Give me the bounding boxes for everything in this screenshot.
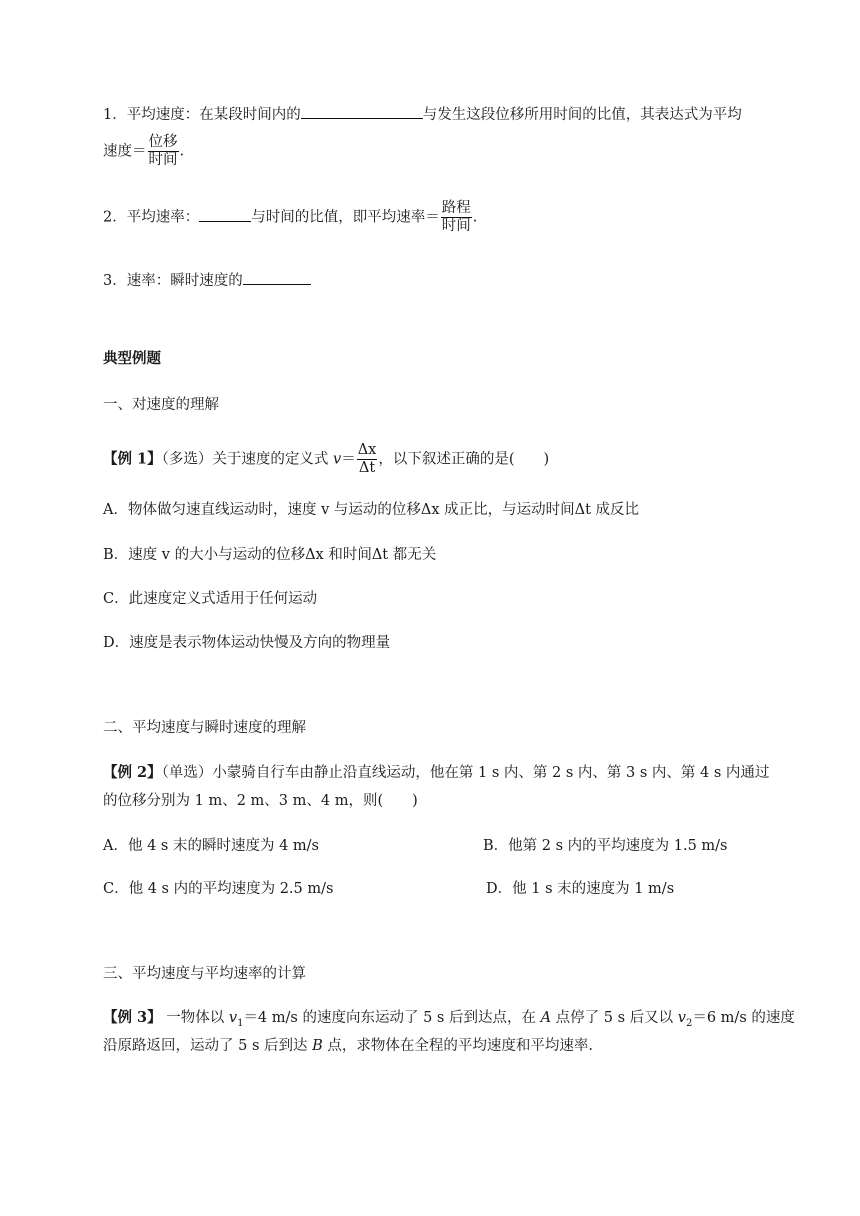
point-b-symbol: B	[312, 1038, 323, 1054]
concept-1-end: .	[179, 143, 185, 160]
example-2-options-row1	[103, 836, 763, 856]
concept-1-text-c: 速度＝	[103, 143, 147, 160]
example-1-option-b[interactable]: B．速度 v 的大小与运动的位移Δx 和时间Δt 都无关	[103, 547, 437, 563]
example-3-text-e: 沿原路返回，运动了 5 s 后到达	[103, 1038, 313, 1054]
concept-2-text-b: 与时间的比值，即平均速率＝	[251, 209, 440, 226]
example-1-option-d[interactable]: D．速度是表示物体运动快慢及方向的物理量	[103, 635, 391, 651]
section-2-heading: 二、平均速度与瞬时速度的理解	[103, 720, 306, 736]
concept-1-line2	[103, 134, 184, 169]
example-1-text-b: ，以下叙述正确的是( )	[378, 451, 550, 468]
fraction-numerator: 路程	[441, 200, 471, 216]
concept-1-line1	[103, 104, 742, 125]
section-3-heading: 三、平均速度与平均速率的计算	[103, 966, 306, 982]
example-1-text-a: （多选）关于速度的定义式	[161, 451, 333, 468]
fraction-numerator: 位移	[148, 134, 178, 150]
example-2-line1	[103, 763, 769, 783]
fraction-numerator: Δx	[357, 442, 377, 458]
example-2-option-c[interactable]: C．他 4 s 内的平均速度为 2.5 m/s	[103, 881, 334, 897]
example-3-text-b: ＝4 m/s 的速度向东运动了 5 s 后到达点，在	[243, 1010, 541, 1026]
fraction-denominator: 时间	[148, 152, 178, 168]
v2-subscript: 2	[685, 1017, 693, 1029]
concept-2-line	[103, 200, 477, 235]
concept-2-text-a: 平均速率：	[126, 209, 200, 226]
concept-1-number: 1．	[103, 107, 127, 123]
example-3-label: 【例 3】	[103, 1009, 162, 1026]
example-3-text-a: 一物体以	[166, 1010, 229, 1026]
fraction-distance-time	[441, 200, 472, 235]
concept-3-line	[103, 270, 311, 291]
concept-1-text-a: 平均速度：在某段时间内的	[126, 107, 301, 123]
example-2-line2: 的位移分别为 1 m、2 m、3 m、4 m，则( )	[103, 793, 418, 809]
fraction-displacement-time	[148, 134, 179, 169]
v1-symbol: v	[228, 1010, 238, 1026]
fraction-denominator: 时间	[441, 218, 471, 234]
section-title: 典型例题	[103, 350, 161, 367]
example-3-text-f: 点，求物体在全程的平均速度和平均速率.	[322, 1038, 593, 1054]
concept-2-number: 2．	[103, 209, 127, 226]
v1-subscript: 1	[237, 1017, 244, 1029]
fill-blank-1[interactable]	[301, 104, 423, 119]
v2-symbol: v	[677, 1010, 686, 1026]
example-1-stem	[103, 442, 549, 477]
fill-blank-3[interactable]	[243, 270, 311, 285]
concept-2-end: .	[472, 209, 478, 226]
concept-3-text: 速率：瞬时速度的	[126, 273, 243, 289]
example-2-option-a[interactable]: A．他 4 s 末的瞬时速度为 4 m/s	[103, 838, 319, 854]
section-1-heading: 一、对速度的理解	[103, 397, 219, 413]
example-2-text-line1: （单选）小蒙骑自行车由静止沿直线运动，他在第 1 s 内、第 2 s 内、第 3 s 内、第 4 s 内通过	[161, 765, 770, 781]
fraction-dx-dt	[357, 442, 378, 477]
example-3-text-c: 点停了 5 s 后又以	[551, 1010, 678, 1026]
example-1-option-c[interactable]: C．此速度定义式适用于任何运动	[103, 591, 318, 607]
example-2-options-row2	[103, 879, 763, 899]
example-3-text-d: ＝6 m/s 的速度	[692, 1010, 795, 1026]
fraction-denominator: Δt	[358, 460, 376, 476]
example-2-label: 【例 2】	[103, 764, 162, 781]
fill-blank-2[interactable]	[199, 207, 251, 222]
example-3-line2	[103, 1036, 593, 1056]
example-1-option-a[interactable]: A．物体做匀速直线运动时，速度 v 与运动的位移Δx 成正比，与运动时间Δt 成反比	[103, 502, 640, 518]
point-a-symbol: A	[540, 1010, 552, 1026]
velocity-symbol: v	[333, 451, 342, 468]
example-1-label: 【例 1】	[103, 450, 162, 468]
equals-sign: ＝	[341, 451, 356, 468]
concept-1-text-b: 与发生这段位移所用时间的比值，其表达式为平均	[422, 107, 742, 123]
example-2-option-b[interactable]: B．他第 2 s 内的平均速度为 1.5 m/s	[483, 838, 728, 854]
concept-3-number: 3．	[103, 273, 127, 289]
example-3-line1	[103, 1008, 795, 1028]
example-2-option-d[interactable]: D．他 1 s 末的速度为 1 m/s	[486, 881, 675, 897]
